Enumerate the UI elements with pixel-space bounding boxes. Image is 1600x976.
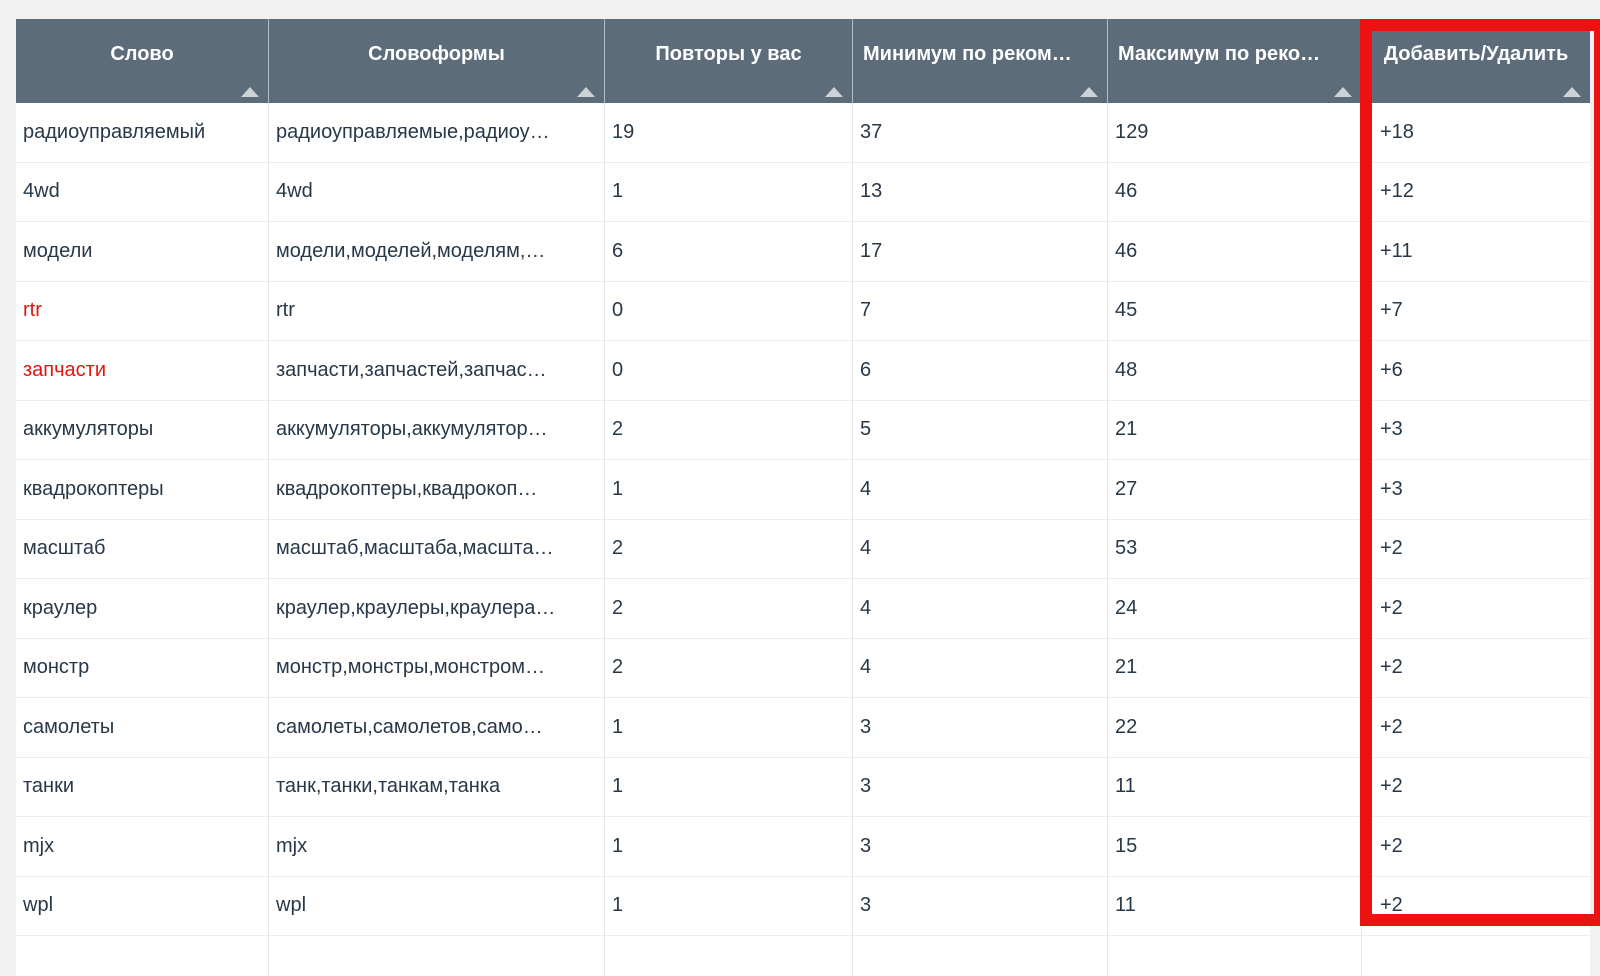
- cell-repeats: 2: [605, 639, 853, 698]
- cell-min-recommended: [853, 936, 1108, 976]
- cell-max-recommended: 21: [1108, 401, 1362, 460]
- cell-min-recommended: 13: [853, 163, 1108, 222]
- cell-wordforms: модели,моделей,моделям,…: [269, 222, 605, 281]
- column-header-min-recommended[interactable]: [853, 19, 1108, 103]
- cell-repeats: 2: [605, 520, 853, 579]
- cell-word: танки: [16, 758, 269, 817]
- cell-max-recommended: 11: [1108, 877, 1362, 936]
- cell-max-recommended: 24: [1108, 579, 1362, 638]
- cell-repeats: 1: [605, 163, 853, 222]
- cell-wordforms: квадрокоптеры,квадрокоп…: [269, 460, 605, 519]
- table-row: [16, 758, 1590, 818]
- table-row: [16, 817, 1590, 877]
- cell-wordforms: краулер,краулеры,краулера…: [269, 579, 605, 638]
- cell-max-recommended: 129: [1108, 103, 1362, 162]
- cell-add-remove: +6: [1380, 358, 1403, 381]
- cell-repeats: 2: [605, 579, 853, 638]
- sort-asc-icon: [241, 87, 259, 97]
- cell-add-remove: +3: [1380, 418, 1403, 441]
- cell-word: запчасти: [16, 341, 269, 400]
- cell-word: 4wd: [16, 163, 269, 222]
- cell-add-remove: [1362, 936, 1590, 976]
- cell-wordforms: монстр,монстры,монстром…: [269, 639, 605, 698]
- keywords-table: [16, 19, 1590, 976]
- table-row: [16, 282, 1590, 342]
- sort-asc-icon: [1080, 87, 1098, 97]
- cell-repeats: 2: [605, 401, 853, 460]
- cell-min-recommended: 7: [853, 282, 1108, 341]
- column-header-repeats[interactable]: [605, 19, 853, 103]
- cell-word: rtr: [16, 282, 269, 341]
- column-header-add-remove[interactable]: [1362, 19, 1590, 103]
- sort-asc-icon: [1563, 87, 1581, 97]
- cell-word: модели: [16, 222, 269, 281]
- cell-add-remove: +11: [1380, 239, 1413, 262]
- cell-add-remove: +2: [1380, 537, 1403, 560]
- cell-word: краулер: [16, 579, 269, 638]
- cell-wordforms: rtr: [269, 282, 605, 341]
- cell-word: mjx: [16, 817, 269, 876]
- cell-repeats: [605, 936, 853, 976]
- cell-repeats: 1: [605, 460, 853, 519]
- cell-max-recommended: 27: [1108, 460, 1362, 519]
- cell-wordforms: mjx: [269, 817, 605, 876]
- cell-wordforms: 4wd: [269, 163, 605, 222]
- table-row: [16, 222, 1590, 282]
- table-body: [16, 103, 1590, 976]
- cell-add-remove: +2: [1380, 775, 1403, 798]
- table-row: [16, 460, 1590, 520]
- cell-wordforms: запчасти,запчастей,запчас…: [269, 341, 605, 400]
- cell-wordforms: wpl: [269, 877, 605, 936]
- table-row: [16, 163, 1590, 223]
- sort-asc-icon: [1334, 87, 1352, 97]
- cell-add-remove: +2: [1380, 715, 1403, 738]
- column-header-wordforms[interactable]: [269, 19, 605, 103]
- column-header-max-recommended[interactable]: [1108, 19, 1362, 103]
- table-row: [16, 103, 1590, 163]
- cell-repeats: 1: [605, 698, 853, 757]
- cell-repeats: 1: [605, 758, 853, 817]
- cell-max-recommended: 22: [1108, 698, 1362, 757]
- column-header-label: Словоформы: [368, 42, 505, 65]
- cell-max-recommended: 45: [1108, 282, 1362, 341]
- cell-min-recommended: 4: [853, 520, 1108, 579]
- column-header-label: Максимум по реко…: [1118, 42, 1321, 65]
- cell-min-recommended: 4: [853, 579, 1108, 638]
- table-row: [16, 520, 1590, 580]
- cell-min-recommended: 3: [853, 758, 1108, 817]
- cell-max-recommended: 46: [1108, 222, 1362, 281]
- sort-asc-icon: [825, 87, 843, 97]
- cell-word: монстр: [16, 639, 269, 698]
- table-row: [16, 936, 1590, 976]
- cell-wordforms: самолеты,самолетов,само…: [269, 698, 605, 757]
- column-header-label: Добавить/Удалить: [1383, 42, 1569, 65]
- table-header-row: [16, 19, 1590, 103]
- table-row: [16, 698, 1590, 758]
- cell-wordforms: [269, 936, 605, 976]
- cell-add-remove: +3: [1380, 477, 1403, 500]
- column-header-word[interactable]: [16, 19, 269, 103]
- cell-add-remove: +2: [1380, 894, 1403, 917]
- cell-word: масштаб: [16, 520, 269, 579]
- cell-repeats: 1: [605, 817, 853, 876]
- cell-max-recommended: [1108, 936, 1362, 976]
- cell-max-recommended: 48: [1108, 341, 1362, 400]
- cell-repeats: 1: [605, 877, 853, 936]
- cell-add-remove: +18: [1380, 120, 1414, 143]
- cell-min-recommended: 4: [853, 460, 1108, 519]
- table-row: [16, 639, 1590, 699]
- cell-min-recommended: 3: [853, 698, 1108, 757]
- cell-add-remove: +2: [1380, 656, 1403, 679]
- table-row: [16, 341, 1590, 401]
- cell-word: аккумуляторы: [16, 401, 269, 460]
- cell-min-recommended: 6: [853, 341, 1108, 400]
- cell-min-recommended: 3: [853, 817, 1108, 876]
- cell-wordforms: масштаб,масштаба,масшта…: [269, 520, 605, 579]
- cell-min-recommended: 4: [853, 639, 1108, 698]
- cell-add-remove: +7: [1380, 299, 1403, 322]
- cell-wordforms: аккумуляторы,аккумулятор…: [269, 401, 605, 460]
- cell-add-remove: +2: [1380, 596, 1403, 619]
- cell-max-recommended: 21: [1108, 639, 1362, 698]
- cell-word: радиоуправляемый: [16, 103, 269, 162]
- cell-wordforms: танк,танки,танкам,танка: [269, 758, 605, 817]
- column-header-label: Слово: [110, 42, 174, 65]
- cell-word: [16, 936, 269, 976]
- cell-repeats: 0: [605, 341, 853, 400]
- cell-repeats: 19: [605, 103, 853, 162]
- cell-word: квадрокоптеры: [16, 460, 269, 519]
- cell-min-recommended: 5: [853, 401, 1108, 460]
- cell-max-recommended: 46: [1108, 163, 1362, 222]
- cell-max-recommended: 15: [1108, 817, 1362, 876]
- cell-add-remove: +12: [1380, 180, 1414, 203]
- cell-min-recommended: 3: [853, 877, 1108, 936]
- cell-max-recommended: 11: [1108, 758, 1362, 817]
- table-row: [16, 579, 1590, 639]
- column-header-label: Минимум по реком…: [863, 42, 1072, 65]
- table-row: [16, 401, 1590, 461]
- column-header-label: Повторы у вас: [655, 42, 802, 65]
- cell-wordforms: радиоуправляемые,радиоу…: [269, 103, 605, 162]
- cell-word: wpl: [16, 877, 269, 936]
- cell-max-recommended: 53: [1108, 520, 1362, 579]
- cell-add-remove: +2: [1380, 834, 1403, 857]
- cell-word: самолеты: [16, 698, 269, 757]
- cell-min-recommended: 37: [853, 103, 1108, 162]
- cell-repeats: 6: [605, 222, 853, 281]
- cell-min-recommended: 17: [853, 222, 1108, 281]
- sort-asc-icon: [577, 87, 595, 97]
- cell-repeats: 0: [605, 282, 853, 341]
- table-row: [16, 877, 1590, 937]
